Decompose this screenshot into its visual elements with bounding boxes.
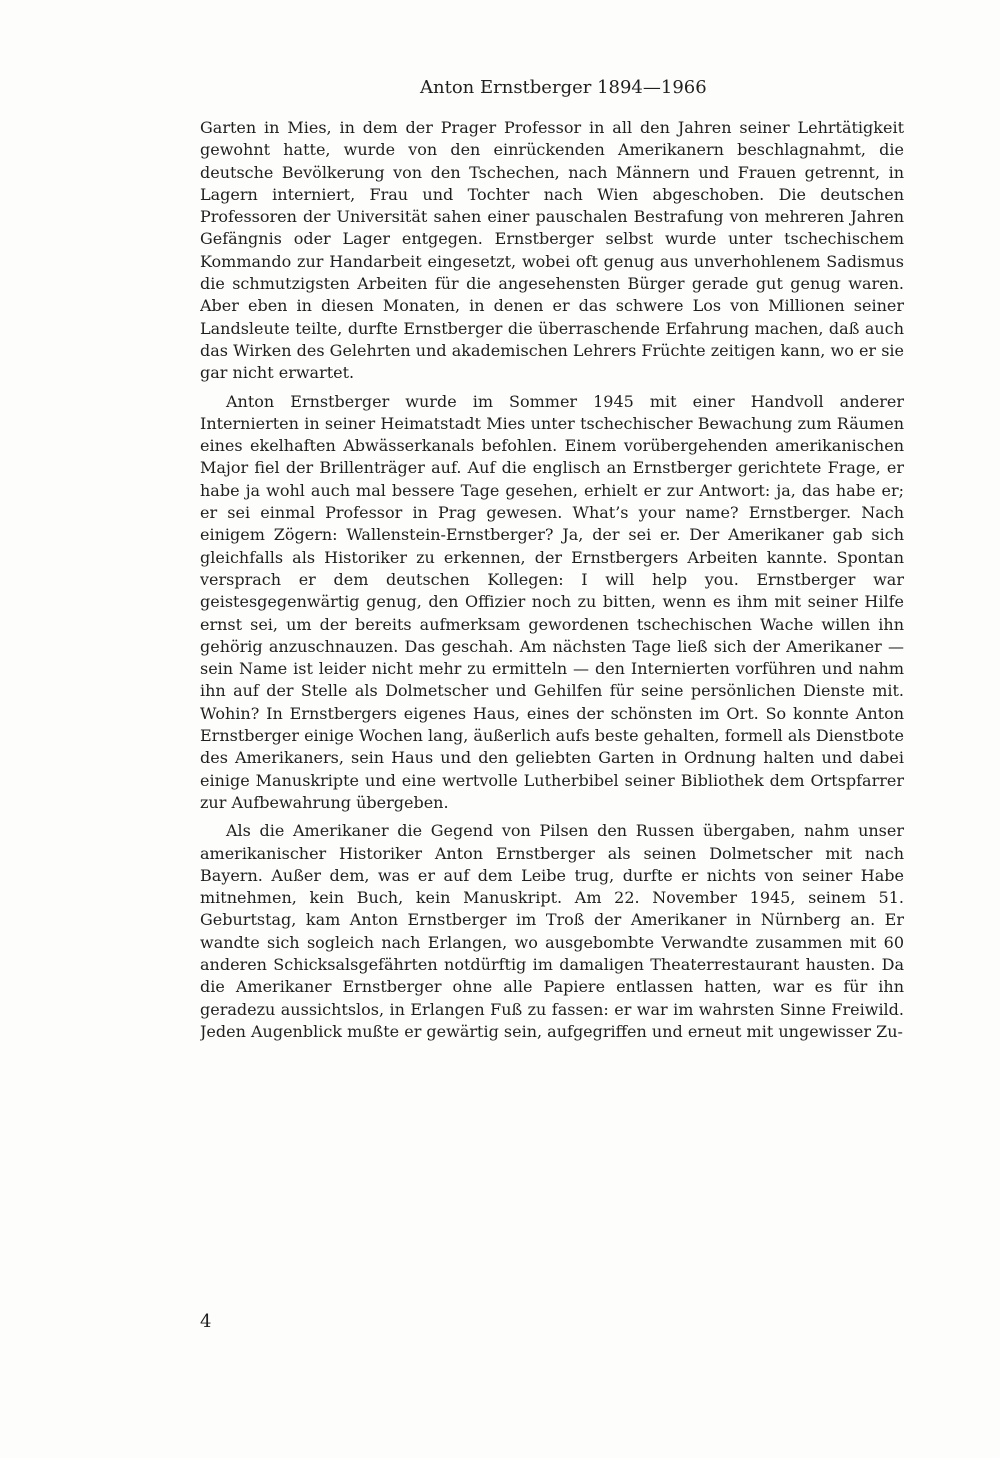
paragraph-1: Garten in Mies, in dem der Prager Professor in all den Jahren seiner Lehrtätigkeit gewohnt hatte, wurde von den einrückenden Amerikanern beschlagnahmt, die deutsche Bevölkerung von den Tschechen, nach Männern und Frauen getrennt, in Lagern interniert, Frau und Tochter nach Wien abgeschoben. Die deutschen Professoren der Universität sahen einer pauschalen Bestrafung von mehreren Jahren Gefängnis oder Lager entgegen. Ernstberger selbst wurde unter tschechischem Kommando zur Handarbeit eingesetzt, wobei oft genug aus unverhohlenem Sadismus die schmutzigsten Arbeiten für die angesehensten Bürger gerade gut genug waren. Aber eben in diesen Monaten, in denen er das schwere Los von Millionen seiner Landsleute teilte, durfte Ernstberger die überraschende Erfahrung machen, daß auch das Wirken des Gelehrten und akademischen Lehrers Früchte zeitigen kann, wo er sie gar nicht erwartet. [200, 118, 904, 383]
paragraph-2: Anton Ernstberger wurde im Sommer 1945 mit einer Handvoll anderer Internierten in seiner Heimatstadt Mies unter tschechischer Bewachung zum Räumen eines ekelhaften Abwässerkanals befohlen. Einem vorübergehenden amerikanischen Major fiel der Brillenträger auf. Auf die englisch an Ernstberger gerichtete Frage, er habe ja wohl auch mal bessere Tage gesehen, erhielt er zur Antwort: ja, das habe er; er sei einmal Professor in Prag gewesen. What’s your name? Ernstberger. Nach einigem Zögern: Wallenstein-Ernstberger? Ja, der sei er. Der Amerikaner gab sich gleichfalls als Historiker zu erkennen, der Ernstbergers Arbeiten kannte. Spontan versprach er dem deutschen Kollegen: I will help you. Ernstberger war geistesgegenwärtig genug, den Offizier noch zu bitten, wenn es ihm mit seiner Hilfe ernst sei, um der bereits aufmerksam gewordenen tschechischen Wache willen ihn gehörig anzuschnauzen. Das geschah. Am nächsten Tage ließ sich der Amerikaner — sein Name ist leider nicht mehr zu ermitteln — den Internierten vorführen und nahm ihn auf der Stelle als Dolmetscher und Gehilfen für seine persönlichen Dienste mit. Wohin? In Ernstbergers eigenes Haus, eines der schönsten im Ort. So konnte Anton Ernstberger einige Wochen lang, äußerlich aufs beste gehalten, formell als Dienstbote des Amerikaners, sein Haus und den geliebten Garten in Ordnung halten und dabei einige Manuskripte und eine wertvolle Lutherbibel seiner Bibliothek dem Ortspfarrer zur Aufbewahrung übergeben. [200, 391, 904, 812]
body-text [200, 117, 904, 1287]
running-head: Anton Ernstberger 1894—1966 [420, 77, 707, 98]
paragraph-3: Als die Amerikaner die Gegend von Pilsen den Russen übergaben, nahm unser amerikanischer Historiker Anton Ernstberger als seinen Dolmetscher mit nach Bayern. Außer dem, was er auf dem Leibe trug, durfte er nichts von seiner Habe mitnehmen, kein Buch, kein Manuskript. Am 22. November 1945, seinem 51. Geburtstag, kam Anton Ernstberger im Troß der Amerikaner in Nürnberg an. Er wandte sich sogleich nach Erlangen, wo ausgebombte Verwandte zusammen mit 60 anderen Schicksalsgefährten notdürftig im damaligen Theaterrestaurant hausten. Da die Amerikaner Ernstberger ohne alle Papiere entlassen hatten, war es für ihn geradezu aussichtslos, in Erlangen Fuß zu fassen: er war im wahrsten Sinne Freiwild. Jeden Augenblick mußte er gewärtig sein, aufgegriffen und erneut mit ungewisser Zu- [200, 821, 904, 1041]
page-number: 4 [200, 1311, 212, 1332]
